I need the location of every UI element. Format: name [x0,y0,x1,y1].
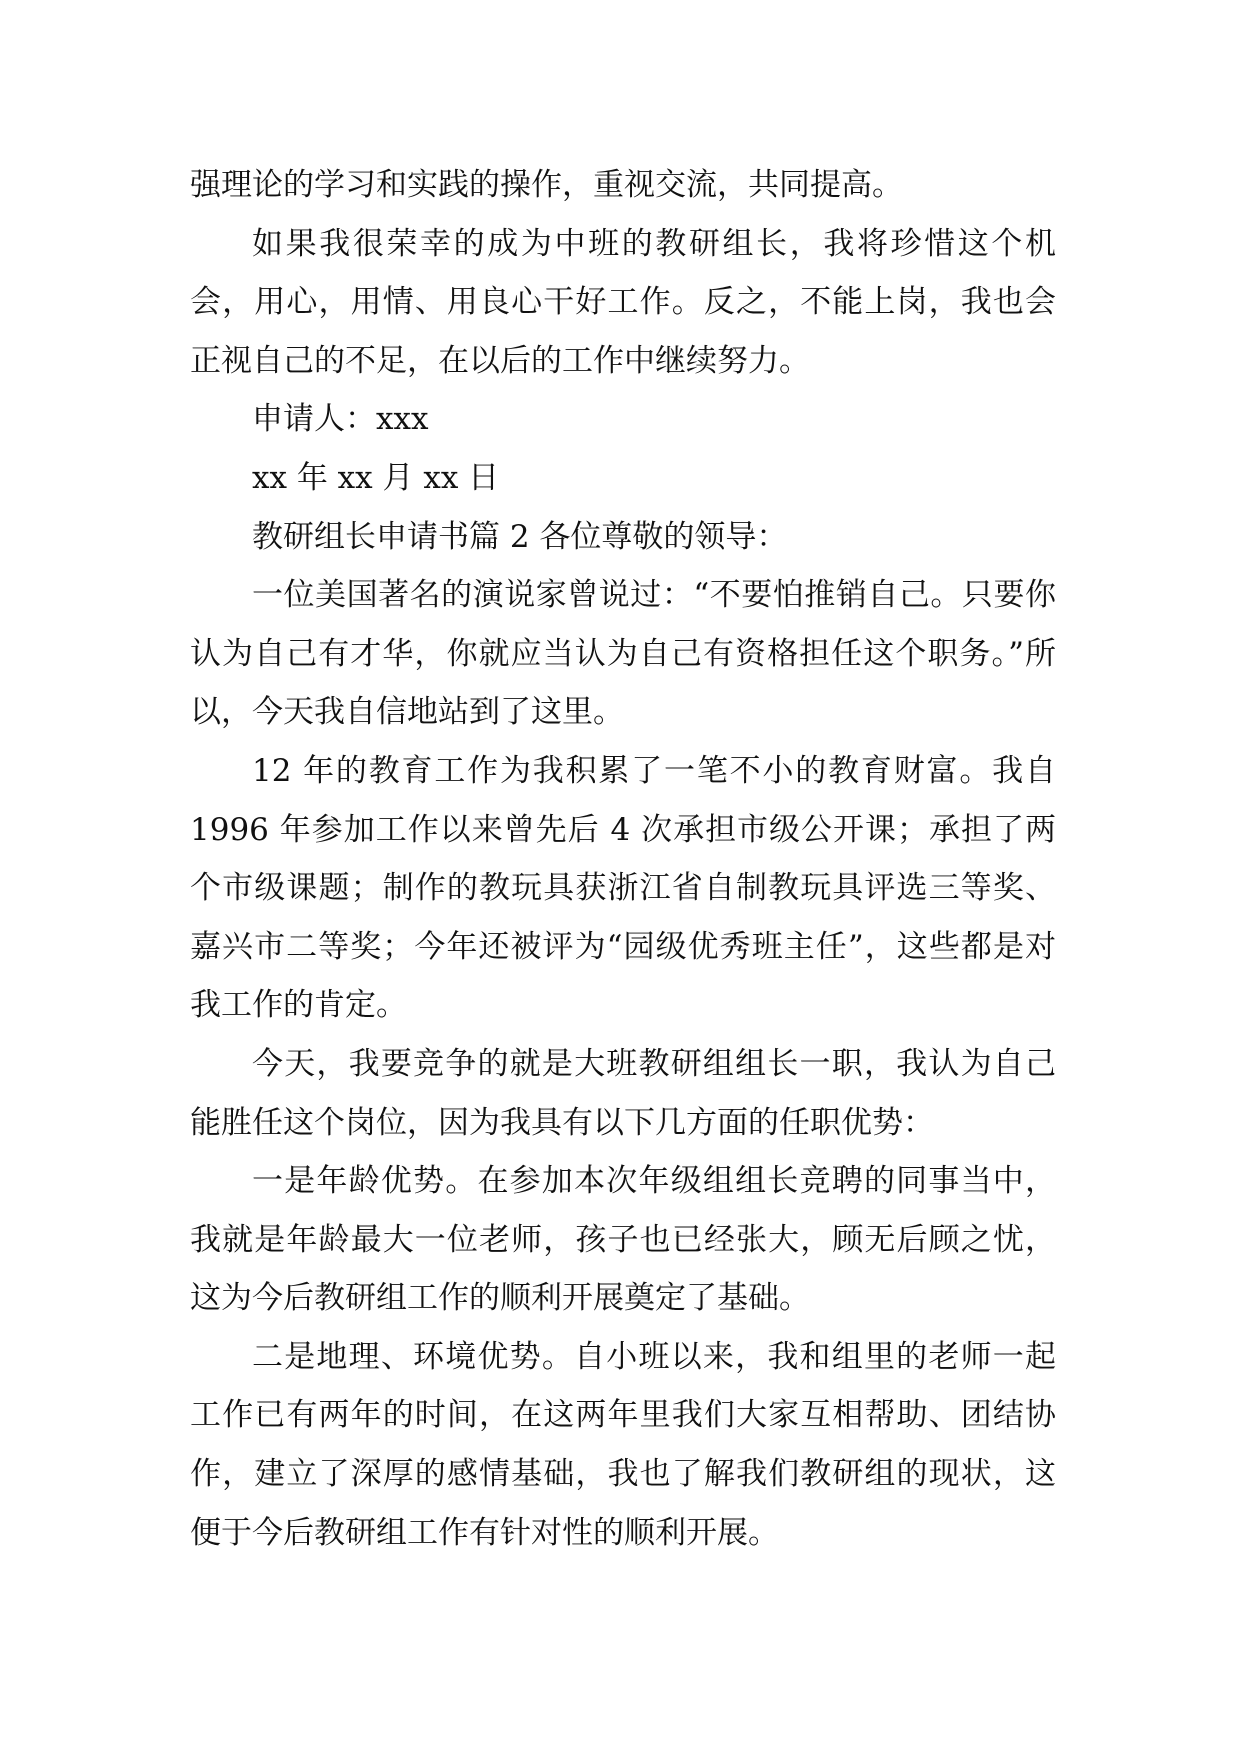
document-body [190,156,1056,1562]
paragraph-continuation: 强理论的学习和实践的操作，重视交流，共同提高。 [190,167,903,203]
paragraph-closing-statement: 如果我很荣幸的成为中班的教研组长，我将珍惜这个机会，用心，用情、用良心干好工作。反之，不能上岗，我也会正视自己的不足，在以后的工作中继续努力。 [190,225,1056,379]
signature-date: xx 年 xx 月 xx 日 [252,459,500,496]
paragraph-advantage-environment: 二是地理、环境优势。自小班以来，我和组里的老师一起工作已有两年的时间，在这两年里我们大家互相帮助、团结协作，建立了深厚的感情基础，我也了解我们教研组的现状，这便于今后教研组工作有针对性的顺利开展。 [190,1338,1056,1551]
paragraph-advantage-age: 一是年龄优势。在参加本次年级组组长竞聘的同事当中，我就是年龄最大一位老师，孩子也已经张大，顾无后顾之忧，这为今后教研组工作的顺利开展奠定了基础。 [190,1163,1056,1317]
paragraph-position-intent: 今天，我要竞争的就是大班教研组组长一职，我认为自己能胜任这个岗位，因为我具有以下几方面的任职优势： [190,1045,1056,1141]
paragraph-quote: 一位美国著名的演说家曾说过：“不要怕推销自己。只要你认为自己有才华，你就应当认为自己有资格担任这个职务。”所以，今天我自信地站到了这里。 [190,577,1056,731]
paragraph-experience: 12 年的教育工作为我积累了一笔不小的教育财富。我自 1996 年参加工作以来曾先后 4 次承担市级公开课；承担了两个市级课题；制作的教玩具获浙江省自制教玩具评选三等奖、嘉兴市二等奖；今年还被评为“园级优秀班主任”，这些都是对我工作的肯定。 [190,752,1056,1024]
applicant-signature: 申请人：xxx [252,401,429,438]
section-heading-salutation: 教研组长申请书篇 2 各位尊敬的领导： [252,518,788,555]
